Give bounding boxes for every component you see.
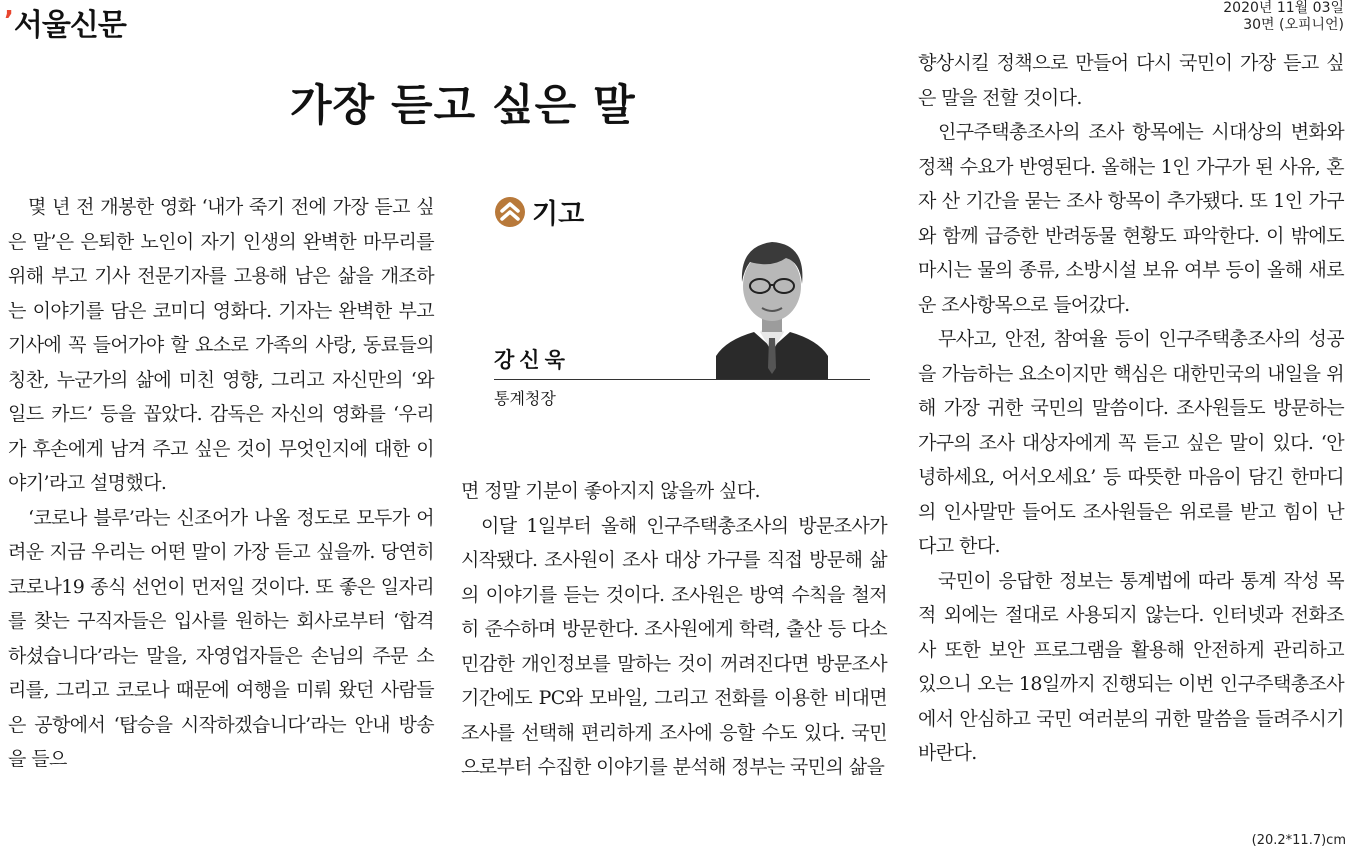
paragraph: 인구주택총조사의 조사 항목에는 시대상의 변화와 정책 수요가 반영된다. 올해는 1인 가구가 된 사유, 혼자 산 기간을 묻는 조사 항목이 추가됐다. 또 1인 가구와 함께 급증한 반려동물 현황도 파악한다. 이 밖에도 마시는 물의 종류, 소방시설 보유 여부 등이 올해 새로운 조사항목으로 들어갔다. — [918, 121, 1344, 316]
publication-meta — [1223, 0, 1344, 34]
author-title: 통계청장 — [494, 389, 556, 408]
paragraph: 무사고, 안전, 참여율 등이 인구주택총조사의 성공을 가늠하는 요소이지만 핵심은 대한민국의 내일을 위해 가장 귀한 국민의 말씀이다. 조사원들도 방문하는 가구의 조사 대상자에게 꼭 듣고 싶은 말이 있다. ‘안녕하세요, 어서오세요’ 등 따뜻한 마음이 담긴 한마디의 인사말만 들어도 조사원들은 위로를 받고 힘이 난다고 한다. — [918, 328, 1344, 557]
paragraph: 국민이 응답한 정보는 통계법에 따라 통계 작성 목적 외에는 절대로 사용되지 않는다. 인터넷과 전화조사 또한 보안 프로그램을 활용해 안전하게 관리하고 있으니 오는 18일까지 진행되는 이번 인구주택총조사에서 안심하고 국민 여러분의 귀한 말씀을 들려주시기 바란다. — [918, 569, 1344, 764]
logo-text: 서울신문 — [13, 8, 126, 43]
paragraph: 향상시킬 정책으로 만들어 다시 국민이 가장 듣고 싶은 말을 전할 것이다. — [918, 52, 1344, 109]
section-label — [494, 192, 584, 231]
publication-date: 2020년 11월 03일 — [1223, 0, 1344, 16]
section-label-text: 기고 — [532, 199, 585, 230]
article-column-2 — [461, 474, 887, 785]
author-name: 강신욱 — [494, 348, 570, 372]
logo-mark: ’ — [4, 6, 13, 36]
newspaper-logo — [4, 0, 126, 44]
page-section: 30면 (오피니언) — [1243, 17, 1344, 33]
paragraph: 면 정말 기분이 좋아지지 않을까 싶다. — [461, 480, 760, 502]
author-photo — [716, 228, 828, 380]
article-column-3 — [918, 46, 1344, 771]
author-divider — [494, 379, 870, 380]
paragraph: ‘코로나 블루’라는 신조어가 나올 정도로 모두가 어려운 지금 우리는 어떤 말이 가장 듣고 싶을까. 당연히 코로나19 종식 선언이 먼저일 것이다. 또 좋은 일자리를 찾는 구직자들은 입사를 원하는 회사로부터 ‘합격하셨습니다’라는 말을, 자영업자들은 손님의 주문 소리를, 그리고 코로나 때문에 여행을 미뤄 왔던 사람들은 공항에서 ‘탑승을 시작하겠습니다’라는 안내 방송을 들으 — [8, 506, 434, 770]
chevron-up-icon — [494, 196, 526, 228]
paragraph: 몇 년 전 개봉한 영화 ‘내가 죽기 전에 가장 듣고 싶은 말’은 은퇴한 노인이 자기 인생의 완벽한 마무리를 위해 부고 기사 전문기자를 고용해 남은 삶을 개조하는 이야기를 담은 코미디 영화다. 기자는 완벽한 부고기사에 꼭 들어가야 할 요소로 가족의 사랑, 동료들의 칭찬, 누군가의 삶에 미친 영향, 그리고 자신만의 ‘와일드 카드’ 등을 꼽았다. 감독은 자신의 영화를 ‘우리가 후손에게 남겨 주고 싶은 것이 무엇인지에 대한 이야기’라고 설명했다. — [8, 196, 434, 494]
headline: 가장 듣고 싶은 말 — [290, 81, 636, 131]
article-column-1 — [8, 190, 434, 777]
article-size-note: (20.2*11.7)cm — [1251, 833, 1346, 848]
paragraph: 이달 1일부터 올해 인구주택총조사의 방문조사가 시작됐다. 조사원이 조사 대상 가구를 직접 방문해 삶의 이야기를 듣는 것이다. 조사원은 방역 수칙을 철저히 준수하며 방문한다. 조사원에게 학력, 출산 등 다소 민감한 개인정보를 말하는 것이 꺼려진다면 방문조사 기간에도 PC와 모바일, 그리고 전화를 이용한 비대면 조사를 선택해 편리하게 조사에 응할 수도 있다. 국민으로부터 수집한 이야기를 분석해 정부는 국민의 삶을 — [461, 514, 887, 778]
